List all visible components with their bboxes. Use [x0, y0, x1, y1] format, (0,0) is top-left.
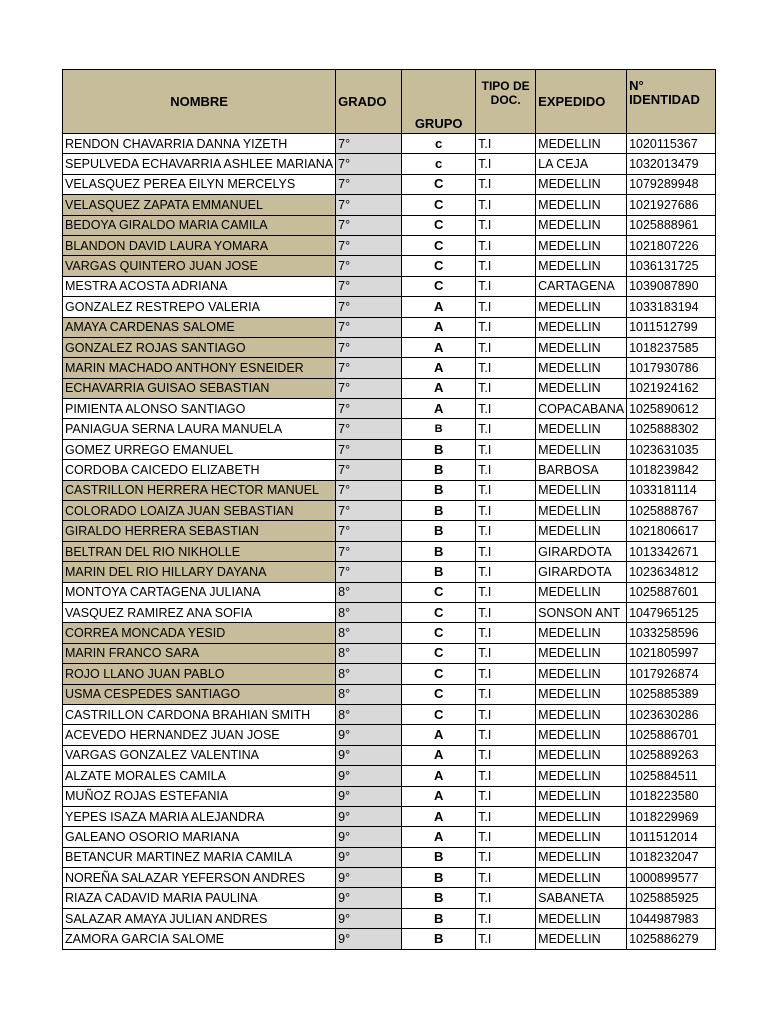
- cell-tipo-doc: T.I: [476, 337, 536, 357]
- cell-tipo-doc: T.I: [476, 888, 536, 908]
- cell-expedido: MEDELLIN: [536, 582, 627, 602]
- header-tipo-doc: [476, 70, 536, 134]
- cell-expedido: MEDELLIN: [536, 725, 627, 745]
- cell-tipo-doc: T.I: [476, 582, 536, 602]
- table-row: [63, 664, 716, 684]
- cell-expedido: MEDELLIN: [536, 501, 627, 521]
- cell-identidad: 1036131725: [627, 256, 716, 276]
- cell-expedido: MEDELLIN: [536, 868, 627, 888]
- cell-nombre: RENDON CHAVARRIA DANNA YIZETH: [63, 134, 336, 154]
- cell-identidad: 1018237585: [627, 337, 716, 357]
- cell-nombre: VARGAS GONZALEZ VALENTINA: [63, 745, 336, 765]
- cell-expedido: BARBOSA: [536, 460, 627, 480]
- cell-grupo: A: [402, 378, 476, 398]
- table-row: [63, 684, 716, 704]
- cell-grupo: B: [402, 847, 476, 867]
- cell-expedido: CARTAGENA: [536, 276, 627, 296]
- cell-nombre: PIMIENTA ALONSO SANTIAGO: [63, 399, 336, 419]
- cell-grado: 7°: [336, 195, 402, 215]
- cell-expedido: MEDELLIN: [536, 827, 627, 847]
- table-row: [63, 704, 716, 724]
- table-row: [63, 725, 716, 745]
- cell-tipo-doc: T.I: [476, 929, 536, 949]
- cell-grupo: B: [402, 929, 476, 949]
- cell-identidad: 1033183194: [627, 297, 716, 317]
- cell-expedido: MEDELLIN: [536, 317, 627, 337]
- cell-tipo-doc: T.I: [476, 317, 536, 337]
- cell-expedido: MEDELLIN: [536, 439, 627, 459]
- cell-grado: 7°: [336, 378, 402, 398]
- cell-grupo: B: [402, 419, 476, 439]
- header-id-line2: IDENTIDAD: [629, 92, 700, 107]
- table-row: [63, 745, 716, 765]
- cell-expedido: MEDELLIN: [536, 195, 627, 215]
- table-row: [63, 256, 716, 276]
- cell-expedido: MEDELLIN: [536, 623, 627, 643]
- cell-expedido: MEDELLIN: [536, 337, 627, 357]
- cell-identidad: 1025889263: [627, 745, 716, 765]
- cell-grupo: B: [402, 562, 476, 582]
- cell-grado: 7°: [336, 174, 402, 194]
- cell-grupo: B: [402, 521, 476, 541]
- table-row: [63, 174, 716, 194]
- table-row: [63, 337, 716, 357]
- cell-identidad: 1018239842: [627, 460, 716, 480]
- cell-identidad: 1021806617: [627, 521, 716, 541]
- header-id-line1: N°: [629, 78, 644, 93]
- cell-grupo: B: [402, 888, 476, 908]
- cell-expedido: GIRARDOTA: [536, 562, 627, 582]
- header-expedido: EXPEDIDO: [536, 70, 627, 134]
- cell-grupo: A: [402, 337, 476, 357]
- table-row: [63, 888, 716, 908]
- cell-grado: 9°: [336, 888, 402, 908]
- cell-grado: 7°: [336, 439, 402, 459]
- cell-grado: 7°: [336, 154, 402, 174]
- cell-identidad: 1023630286: [627, 704, 716, 724]
- cell-identidad: 1021807226: [627, 235, 716, 255]
- cell-identidad: 1025888302: [627, 419, 716, 439]
- cell-identidad: 1033181114: [627, 480, 716, 500]
- table-row: [63, 806, 716, 826]
- cell-grado: 8°: [336, 664, 402, 684]
- cell-identidad: 1032013479: [627, 154, 716, 174]
- cell-tipo-doc: T.I: [476, 480, 536, 500]
- table-row: [63, 582, 716, 602]
- cell-nombre: YEPES ISAZA MARIA ALEJANDRA: [63, 806, 336, 826]
- cell-nombre: MARIN MACHADO ANTHONY ESNEIDER: [63, 358, 336, 378]
- cell-nombre: VASQUEZ RAMIREZ ANA SOFIA: [63, 602, 336, 622]
- cell-tipo-doc: T.I: [476, 297, 536, 317]
- cell-grado: 7°: [336, 297, 402, 317]
- cell-identidad: 1018229969: [627, 806, 716, 826]
- cell-grado: 8°: [336, 602, 402, 622]
- cell-identidad: 1000899577: [627, 868, 716, 888]
- cell-grado: 9°: [336, 766, 402, 786]
- cell-identidad: 1011512799: [627, 317, 716, 337]
- cell-grupo: A: [402, 725, 476, 745]
- cell-grupo: C: [402, 215, 476, 235]
- table-row: [63, 358, 716, 378]
- cell-grado: 9°: [336, 725, 402, 745]
- cell-grado: 7°: [336, 215, 402, 235]
- cell-identidad: 1011512014: [627, 827, 716, 847]
- cell-expedido: SONSON ANT: [536, 602, 627, 622]
- table-row: [63, 521, 716, 541]
- cell-grado: 8°: [336, 643, 402, 663]
- cell-grado: 7°: [336, 399, 402, 419]
- cell-nombre: MUÑOZ ROJAS ESTEFANIA: [63, 786, 336, 806]
- cell-tipo-doc: T.I: [476, 725, 536, 745]
- cell-tipo-doc: T.I: [476, 827, 536, 847]
- cell-nombre: USMA CESPEDES SANTIAGO: [63, 684, 336, 704]
- cell-identidad: 1025886701: [627, 725, 716, 745]
- cell-grupo: C: [402, 235, 476, 255]
- cell-identidad: 1017930786: [627, 358, 716, 378]
- cell-expedido: MEDELLIN: [536, 256, 627, 276]
- table-row: [63, 439, 716, 459]
- cell-nombre: BEDOYA GIRALDO MARIA CAMILA: [63, 215, 336, 235]
- cell-nombre: GOMEZ URREGO EMANUEL: [63, 439, 336, 459]
- cell-expedido: MEDELLIN: [536, 908, 627, 928]
- cell-grupo: B: [402, 439, 476, 459]
- cell-nombre: ROJO LLANO JUAN PABLO: [63, 664, 336, 684]
- cell-identidad: 1018223580: [627, 786, 716, 806]
- table-row: [63, 399, 716, 419]
- table-row: [63, 276, 716, 296]
- cell-grupo: C: [402, 582, 476, 602]
- cell-tipo-doc: T.I: [476, 908, 536, 928]
- cell-grupo: B: [402, 908, 476, 928]
- table-row: [63, 215, 716, 235]
- cell-tipo-doc: T.I: [476, 643, 536, 663]
- cell-grupo: c: [402, 134, 476, 154]
- table-row: [63, 562, 716, 582]
- cell-tipo-doc: T.I: [476, 154, 536, 174]
- cell-identidad: 1017926874: [627, 664, 716, 684]
- table-body: [63, 134, 716, 950]
- cell-expedido: MEDELLIN: [536, 297, 627, 317]
- header-grado: GRADO: [336, 70, 402, 134]
- cell-grado: 9°: [336, 806, 402, 826]
- cell-identidad: 1025888961: [627, 215, 716, 235]
- cell-expedido: SABANETA: [536, 888, 627, 908]
- cell-tipo-doc: T.I: [476, 439, 536, 459]
- cell-grado: 7°: [336, 276, 402, 296]
- cell-nombre: VARGAS QUINTERO JUAN JOSE: [63, 256, 336, 276]
- cell-nombre: GALEANO OSORIO MARIANA: [63, 827, 336, 847]
- cell-tipo-doc: T.I: [476, 358, 536, 378]
- cell-tipo-doc: T.I: [476, 766, 536, 786]
- cell-grado: 9°: [336, 868, 402, 888]
- cell-expedido: MEDELLIN: [536, 521, 627, 541]
- cell-grado: 8°: [336, 582, 402, 602]
- cell-expedido: MEDELLIN: [536, 745, 627, 765]
- table-row: [63, 134, 716, 154]
- cell-expedido: MEDELLIN: [536, 806, 627, 826]
- table-row: [63, 195, 716, 215]
- cell-grado: 7°: [336, 358, 402, 378]
- cell-identidad: 1023634812: [627, 562, 716, 582]
- cell-expedido: MEDELLIN: [536, 786, 627, 806]
- table-row: [63, 541, 716, 561]
- cell-nombre: ALZATE MORALES CAMILA: [63, 766, 336, 786]
- cell-expedido: MEDELLIN: [536, 134, 627, 154]
- cell-nombre: BLANDON DAVID LAURA YOMARA: [63, 235, 336, 255]
- cell-tipo-doc: T.I: [476, 235, 536, 255]
- cell-nombre: AMAYA CARDENAS SALOME: [63, 317, 336, 337]
- cell-identidad: 1079289948: [627, 174, 716, 194]
- cell-identidad: 1044987983: [627, 908, 716, 928]
- cell-nombre: SEPULVEDA ECHAVARRIA ASHLEE MARIANA: [63, 154, 336, 174]
- cell-grupo: A: [402, 786, 476, 806]
- header-grupo: GRUPO: [402, 70, 476, 134]
- cell-expedido: MEDELLIN: [536, 643, 627, 663]
- cell-tipo-doc: T.I: [476, 704, 536, 724]
- cell-nombre: PANIAGUA SERNA LAURA MANUELA: [63, 419, 336, 439]
- header-tipo-line2: DOC.: [490, 93, 521, 107]
- cell-tipo-doc: T.I: [476, 419, 536, 439]
- cell-grupo: c: [402, 154, 476, 174]
- cell-grado: 7°: [336, 521, 402, 541]
- table-row: [63, 419, 716, 439]
- cell-grado: 7°: [336, 337, 402, 357]
- cell-identidad: 1021927686: [627, 195, 716, 215]
- cell-tipo-doc: T.I: [476, 276, 536, 296]
- table-row: [63, 602, 716, 622]
- cell-grupo: C: [402, 276, 476, 296]
- cell-tipo-doc: T.I: [476, 868, 536, 888]
- cell-grupo: C: [402, 195, 476, 215]
- cell-grupo: C: [402, 602, 476, 622]
- cell-identidad: 1025887601: [627, 582, 716, 602]
- cell-grado: 8°: [336, 684, 402, 704]
- table-row: [63, 643, 716, 663]
- cell-grupo: B: [402, 501, 476, 521]
- table-row: [63, 297, 716, 317]
- table-row: [63, 378, 716, 398]
- cell-tipo-doc: T.I: [476, 847, 536, 867]
- cell-expedido: MEDELLIN: [536, 684, 627, 704]
- table-row: [63, 235, 716, 255]
- cell-grado: 7°: [336, 541, 402, 561]
- cell-expedido: MEDELLIN: [536, 480, 627, 500]
- cell-nombre: GONZALEZ ROJAS SANTIAGO: [63, 337, 336, 357]
- cell-nombre: MARIN FRANCO SARA: [63, 643, 336, 663]
- cell-grado: 9°: [336, 847, 402, 867]
- cell-nombre: CASTRILLON HERRERA HECTOR MANUEL: [63, 480, 336, 500]
- cell-tipo-doc: T.I: [476, 786, 536, 806]
- cell-grupo: A: [402, 399, 476, 419]
- cell-expedido: MEDELLIN: [536, 174, 627, 194]
- cell-tipo-doc: T.I: [476, 521, 536, 541]
- header-identidad: [627, 70, 716, 134]
- cell-tipo-doc: T.I: [476, 806, 536, 826]
- cell-grado: 8°: [336, 704, 402, 724]
- student-table: [62, 69, 716, 950]
- header-nombre: NOMBRE: [63, 70, 336, 134]
- cell-grupo: C: [402, 664, 476, 684]
- cell-expedido: MEDELLIN: [536, 215, 627, 235]
- cell-expedido: MEDELLIN: [536, 358, 627, 378]
- cell-identidad: 1013342671: [627, 541, 716, 561]
- cell-nombre: CORREA MONCADA YESID: [63, 623, 336, 643]
- cell-grado: 8°: [336, 623, 402, 643]
- cell-identidad: 1025885389: [627, 684, 716, 704]
- cell-tipo-doc: T.I: [476, 399, 536, 419]
- cell-tipo-doc: T.I: [476, 541, 536, 561]
- cell-expedido: MEDELLIN: [536, 664, 627, 684]
- cell-tipo-doc: T.I: [476, 195, 536, 215]
- cell-grupo: B: [402, 868, 476, 888]
- cell-grupo: B: [402, 541, 476, 561]
- table-row: [63, 929, 716, 949]
- cell-tipo-doc: T.I: [476, 623, 536, 643]
- cell-identidad: 1025884511: [627, 766, 716, 786]
- cell-nombre: GONZALEZ RESTREPO VALERIA: [63, 297, 336, 317]
- cell-expedido: GIRARDOTA: [536, 541, 627, 561]
- cell-expedido: MEDELLIN: [536, 929, 627, 949]
- cell-tipo-doc: T.I: [476, 602, 536, 622]
- table-row: [63, 786, 716, 806]
- cell-grupo: A: [402, 358, 476, 378]
- cell-grado: 7°: [336, 562, 402, 582]
- cell-grupo: C: [402, 643, 476, 663]
- cell-grado: 7°: [336, 317, 402, 337]
- table-row: [63, 847, 716, 867]
- cell-nombre: NOREÑA SALAZAR YEFERSON ANDRES: [63, 868, 336, 888]
- table-row: [63, 908, 716, 928]
- table-row: [63, 827, 716, 847]
- cell-nombre: VELASQUEZ ZAPATA EMMANUEL: [63, 195, 336, 215]
- cell-grado: 7°: [336, 419, 402, 439]
- cell-expedido: MEDELLIN: [536, 766, 627, 786]
- cell-expedido: MEDELLIN: [536, 378, 627, 398]
- cell-grupo: A: [402, 766, 476, 786]
- cell-nombre: BELTRAN DEL RIO NIKHOLLE: [63, 541, 336, 561]
- cell-identidad: 1021924162: [627, 378, 716, 398]
- cell-grado: 7°: [336, 501, 402, 521]
- cell-tipo-doc: T.I: [476, 378, 536, 398]
- cell-expedido: COPACABANA: [536, 399, 627, 419]
- cell-grado: 9°: [336, 786, 402, 806]
- cell-expedido: MEDELLIN: [536, 847, 627, 867]
- cell-identidad: 1033258596: [627, 623, 716, 643]
- cell-grupo: C: [402, 174, 476, 194]
- cell-tipo-doc: T.I: [476, 460, 536, 480]
- cell-identidad: 1025890612: [627, 399, 716, 419]
- cell-tipo-doc: T.I: [476, 501, 536, 521]
- cell-tipo-doc: T.I: [476, 745, 536, 765]
- cell-identidad: 1025885925: [627, 888, 716, 908]
- cell-grado: 9°: [336, 929, 402, 949]
- cell-grado: 7°: [336, 480, 402, 500]
- cell-expedido: MEDELLIN: [536, 704, 627, 724]
- cell-nombre: VELASQUEZ PEREA EILYN MERCELYS: [63, 174, 336, 194]
- header-row: [63, 70, 716, 134]
- table-row: [63, 480, 716, 500]
- cell-tipo-doc: T.I: [476, 174, 536, 194]
- table-row: [63, 460, 716, 480]
- cell-expedido: MEDELLIN: [536, 235, 627, 255]
- table-row: [63, 501, 716, 521]
- cell-grupo: A: [402, 806, 476, 826]
- cell-grupo: C: [402, 256, 476, 276]
- cell-grado: 9°: [336, 827, 402, 847]
- cell-grupo: B: [402, 480, 476, 500]
- cell-nombre: BETANCUR MARTINEZ MARIA CAMILA: [63, 847, 336, 867]
- cell-grupo: A: [402, 827, 476, 847]
- cell-nombre: COLORADO LOAIZA JUAN SEBASTIAN: [63, 501, 336, 521]
- cell-identidad: 1021805997: [627, 643, 716, 663]
- table-row: [63, 317, 716, 337]
- cell-grupo: B: [402, 460, 476, 480]
- cell-identidad: 1018232047: [627, 847, 716, 867]
- cell-tipo-doc: T.I: [476, 562, 536, 582]
- table-row: [63, 623, 716, 643]
- cell-tipo-doc: T.I: [476, 684, 536, 704]
- cell-tipo-doc: T.I: [476, 256, 536, 276]
- cell-nombre: RIAZA CADAVID MARIA PAULINA: [63, 888, 336, 908]
- cell-grado: 7°: [336, 235, 402, 255]
- cell-grupo: A: [402, 297, 476, 317]
- cell-identidad: 1047965125: [627, 602, 716, 622]
- cell-grupo: C: [402, 684, 476, 704]
- header-tipo-line1: TIPO DE: [481, 79, 530, 93]
- cell-nombre: ACEVEDO HERNANDEZ JUAN JOSE: [63, 725, 336, 745]
- cell-grado: 9°: [336, 745, 402, 765]
- cell-grado: 9°: [336, 908, 402, 928]
- cell-expedido: MEDELLIN: [536, 419, 627, 439]
- cell-tipo-doc: T.I: [476, 215, 536, 235]
- cell-identidad: 1023631035: [627, 439, 716, 459]
- table-row: [63, 868, 716, 888]
- cell-identidad: 1025886279: [627, 929, 716, 949]
- cell-grupo: A: [402, 745, 476, 765]
- cell-nombre: MESTRA ACOSTA ADRIANA: [63, 276, 336, 296]
- cell-nombre: MARIN DEL RIO HILLARY DAYANA: [63, 562, 336, 582]
- cell-identidad: 1020115367: [627, 134, 716, 154]
- cell-nombre: CORDOBA CAICEDO ELIZABETH: [63, 460, 336, 480]
- cell-grupo: C: [402, 623, 476, 643]
- cell-tipo-doc: T.I: [476, 134, 536, 154]
- cell-nombre: MONTOYA CARTAGENA JULIANA: [63, 582, 336, 602]
- cell-identidad: 1039087890: [627, 276, 716, 296]
- cell-nombre: CASTRILLON CARDONA BRAHIAN SMITH: [63, 704, 336, 724]
- cell-grupo: C: [402, 704, 476, 724]
- cell-tipo-doc: T.I: [476, 664, 536, 684]
- cell-expedido: LA CEJA: [536, 154, 627, 174]
- cell-grado: 7°: [336, 460, 402, 480]
- cell-nombre: GIRALDO HERRERA SEBASTIAN: [63, 521, 336, 541]
- table-row: [63, 154, 716, 174]
- cell-grado: 7°: [336, 256, 402, 276]
- cell-nombre: SALAZAR AMAYA JULIAN ANDRES: [63, 908, 336, 928]
- cell-grupo: A: [402, 317, 476, 337]
- cell-nombre: ECHAVARRIA GUISAO SEBASTIAN: [63, 378, 336, 398]
- cell-grado: 7°: [336, 134, 402, 154]
- table-row: [63, 766, 716, 786]
- cell-nombre: ZAMORA GARCIA SALOME: [63, 929, 336, 949]
- cell-identidad: 1025888767: [627, 501, 716, 521]
